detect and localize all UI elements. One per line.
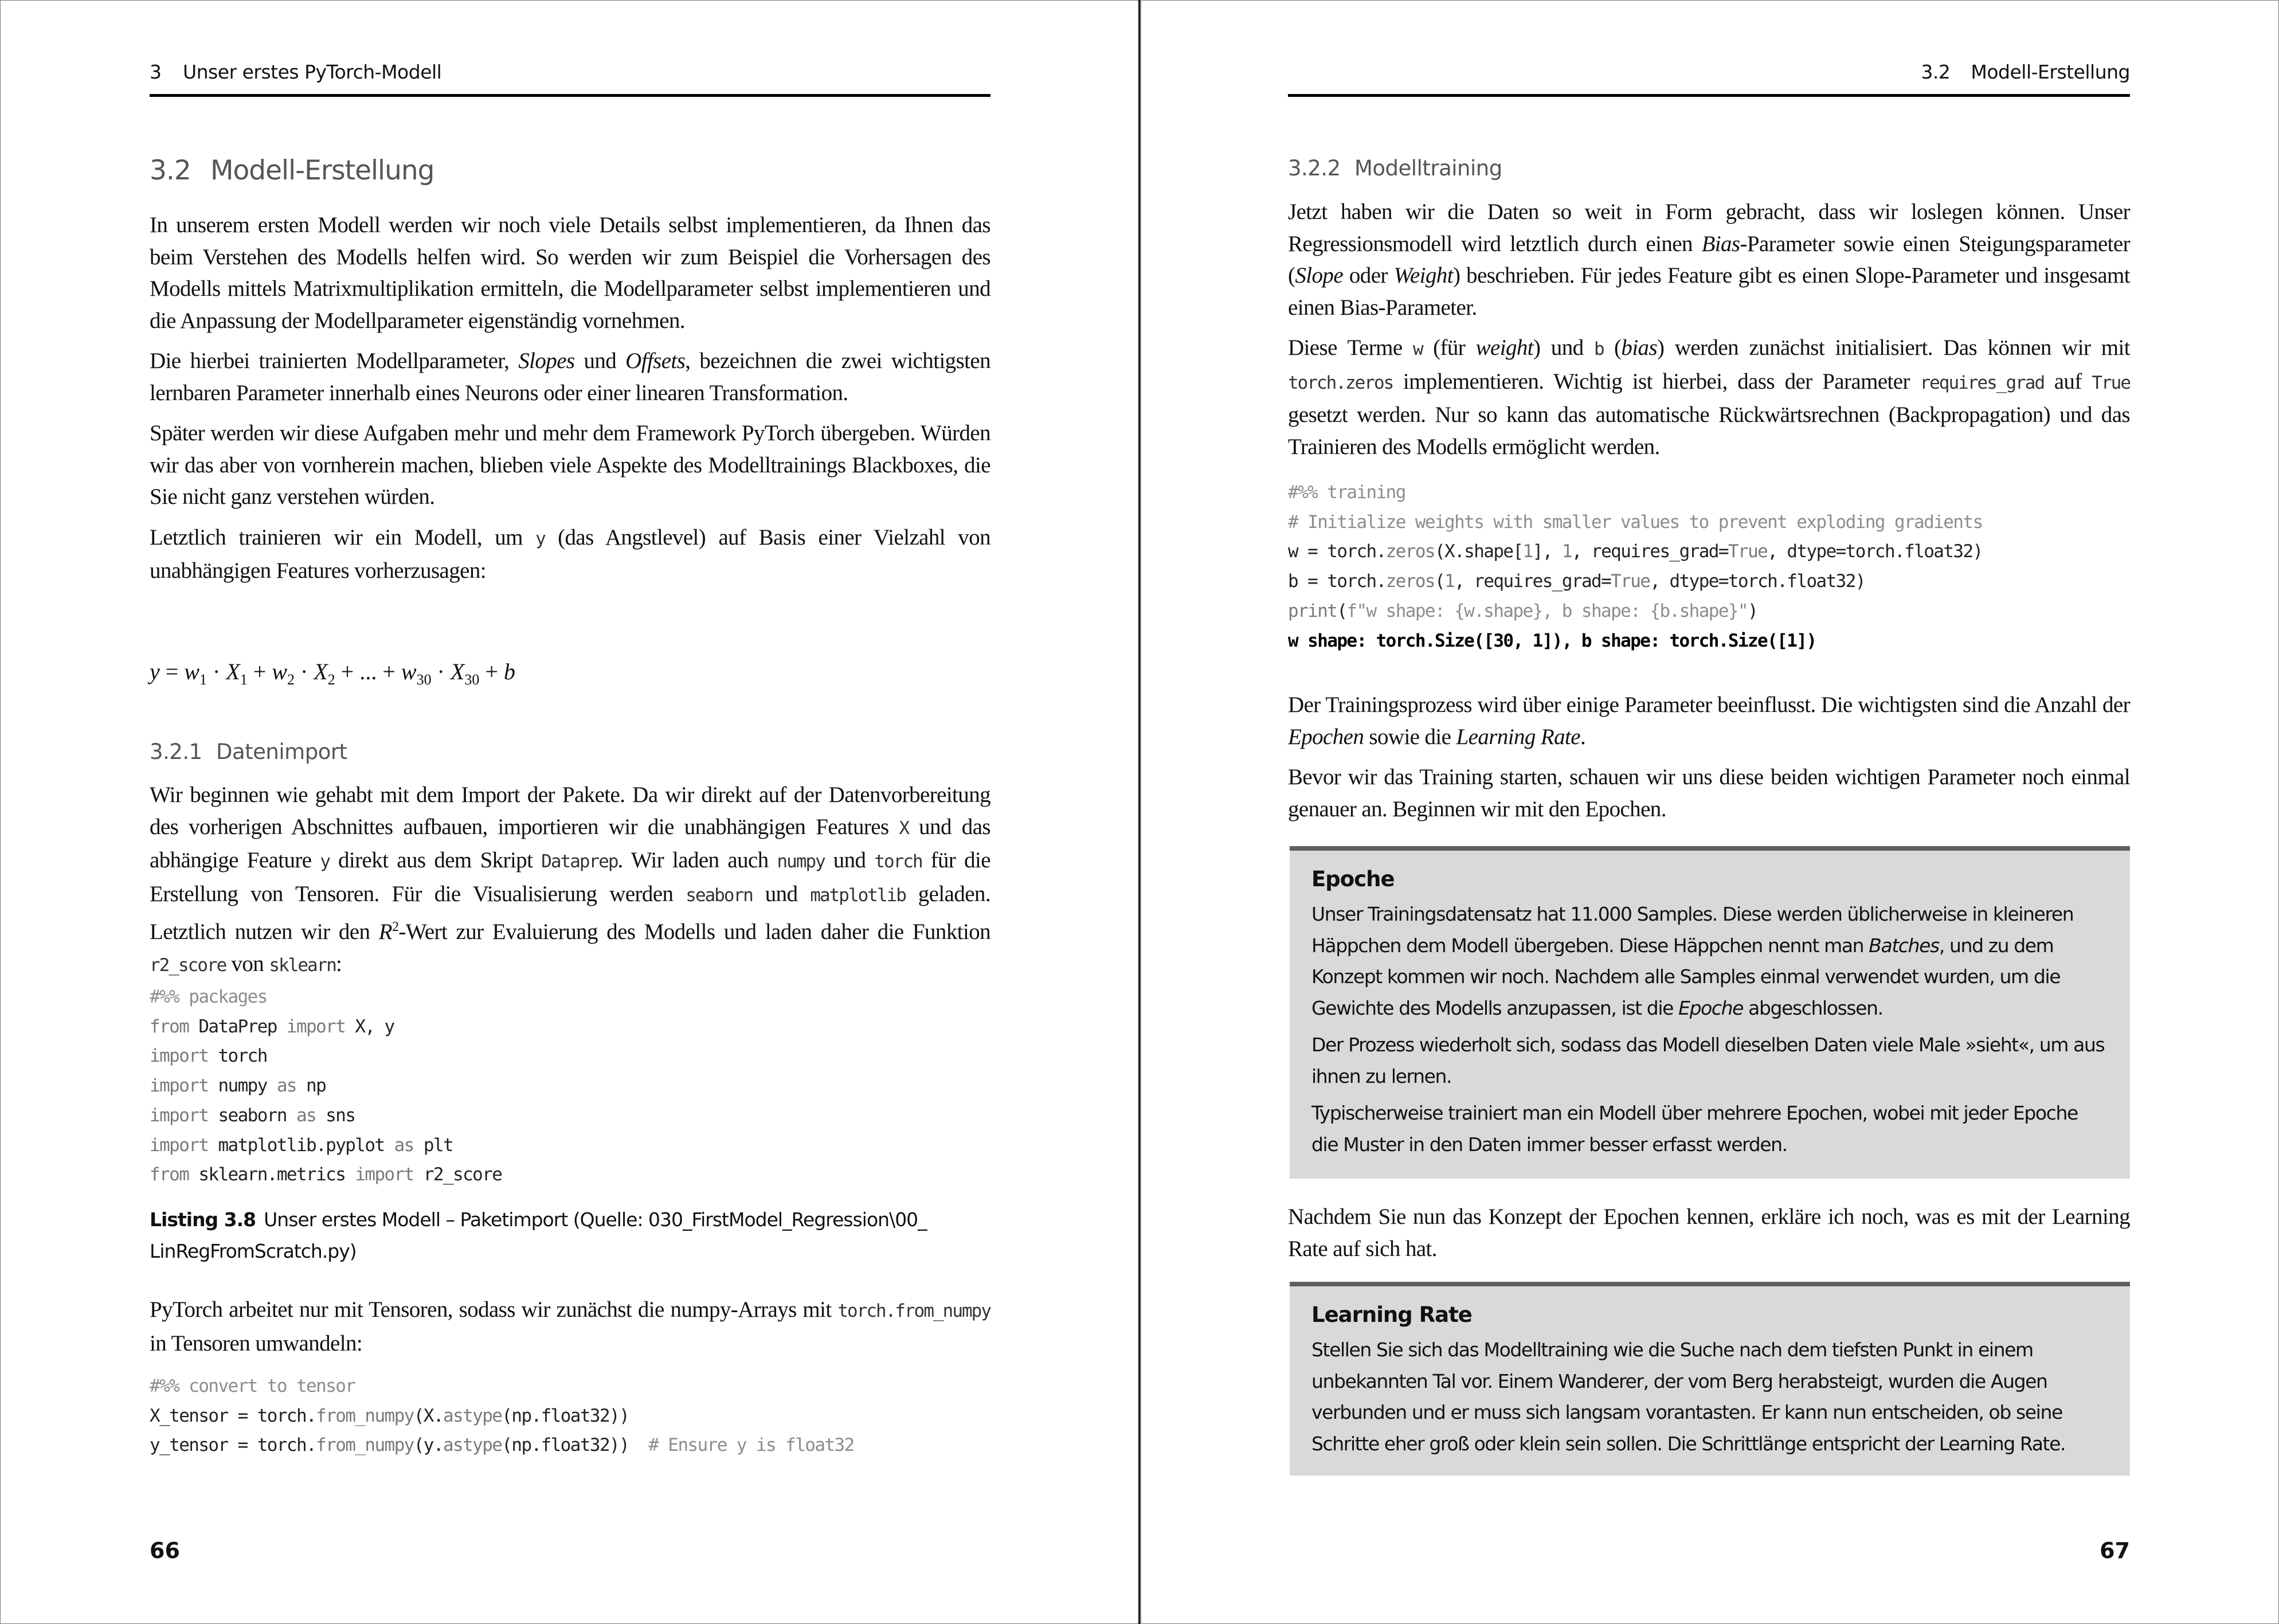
code-line: #%% training: [1288, 482, 1405, 503]
paragraph: Letztlich trainieren wir ein Modell, um y (das Angstlevel) auf Basis einer Vielzahl von unabhängigen Features vorherzusagen:: [150, 525, 990, 583]
inline-code: torch: [874, 851, 922, 872]
inline-code: numpy: [777, 851, 825, 872]
inline-code: torch.zeros: [1288, 372, 1393, 393]
listing-text: Unser erstes Modell – Paketimport (Quelle: 030_FirstModel_Regression\00_ LinRegFromScratch.py): [150, 1208, 927, 1262]
code-line: import matplotlib.pyplot as plt: [150, 1134, 453, 1156]
training-intro: [1288, 196, 2130, 471]
running-head: [150, 61, 990, 83]
inline-code: y: [320, 851, 330, 872]
subsection-title: Modelltraining: [1354, 156, 1502, 181]
book-spine-shade: [1140, 0, 1141, 1624]
subsection-number: 3.2.2: [1288, 156, 1341, 181]
import-paragraph: Wir beginnen wie gehabt mit dem Import der Pakete. Da wir direkt auf der Datenvorbereitung des vorherigen Abschnittes aufbauen, importieren wir die unabhängigen Features X und das abhängige Feature y direkt aus dem Skript Dataprep. Wir laden auch numpy und torch für die Erstellung von Tensoren. Für die Visualisierung werden seaborn und matplotlib geladen. Letztlich nutzen wir den $R^2$-Wert zur Evaluierung des Modells und laden daher die Funktion r2_score von sklearn:: [150, 782, 991, 976]
paragraph: Der Trainingsprozess wird über einige Parameter beeinflusst. Die wichtigsten sind die Anzahl der Epochen sowie die Learning Rate.: [1288, 692, 2130, 749]
code-line: import torch: [150, 1046, 267, 1067]
code-line: y_tensor = torch.from_numpy(y.astype(np.float32)) # Ensure y is float32: [150, 1435, 854, 1456]
subsection-heading: [1288, 156, 2130, 181]
page-number: 67: [2100, 1538, 2130, 1563]
paragraph: Jetzt haben wir die Daten so weit in Form gebracht, dass wir loslegen können. Unser Regressionsmodell wird letztlich durch einen Bias-Parameter sowie einen Steigungsparameter (Slope oder Weight) beschrieben. Für jedes Feature gibt es einen Slope-Parameter und insgesamt einen Bias-Parameter.: [1288, 199, 2131, 320]
section-number: 3.2: [150, 155, 191, 186]
inline-code: b: [1593, 339, 1604, 359]
learning-rate-intro: [1288, 1201, 2130, 1273]
code-line: import numpy as np: [150, 1075, 326, 1097]
running-head: [1288, 61, 2130, 83]
code-listing-tensor: [150, 1372, 990, 1461]
inline-code: True: [2092, 372, 2130, 393]
section-title: Modell-Erstellung: [210, 155, 434, 186]
inline-code: y: [535, 528, 545, 549]
info-box-body: Stellen Sie sich das Modelltraining wie die Suche nach dem tiefsten Punkt in einem unbekannten Tal vor. Einem Wanderer, der vom Berg herabsteigt, wurden die Augen verbunden und er muss sich langsam vorantasten. Er kann nun entscheiden, ob seine Schritte eher groß oder klein sein sollen. Die Schrittlänge entspricht der Learning Rate.: [1311, 1339, 2066, 1455]
code-line: #%% convert to tensor: [150, 1376, 355, 1396]
code-line: from sklearn.metrics import r2_score: [150, 1164, 502, 1185]
subsection-title: Datenimport: [216, 739, 347, 764]
code-line: from DataPrep import X, y: [150, 1016, 394, 1037]
code-listing-training: [1288, 478, 2130, 656]
code-listing-packages: [150, 983, 990, 1190]
paragraph: Später werden wir diese Aufgaben mehr und mehr dem Framework PyTorch übergeben. Würden wir das aber von vornherein machen, blieben viele Aspekte des Modelltrainings Blackboxes, die Sie nicht ganz verstehen würden.: [150, 421, 990, 509]
header-rule: [150, 94, 990, 97]
inline-code: Dataprep: [541, 851, 618, 872]
code-line: b = torch.zeros(1, requires_grad=True, dtype=torch.float32): [1288, 571, 1865, 592]
inline-code: r2_score: [150, 954, 226, 976]
listing-caption: [150, 1204, 990, 1267]
info-box-epoche: [1290, 846, 2130, 1179]
code-line: #%% packages: [150, 987, 267, 1007]
code-line: import seaborn as sns: [150, 1105, 355, 1126]
header-rule: [1288, 94, 2130, 97]
code-line: print(f"w shape: {w.shape}, b shape: {b.shape}"): [1288, 600, 1758, 621]
left-page: [150, 0, 990, 1624]
listing-label: Listing 3.8: [150, 1208, 256, 1231]
paragraph: Bevor wir das Training starten, schauen wir uns diese beiden wichtigen Parameter noch einmal genauer an. Beginnen wir mit den Epochen.: [1288, 765, 2130, 821]
parameters-text: [1288, 689, 2130, 833]
chapter-title: Unser erstes PyTorch-Modell: [183, 61, 442, 83]
inline-code: torch.from_numpy: [837, 1301, 990, 1321]
regression-formula: $y = w_1 \cdot X_1 + w_2 \cdot X_2$ + ... + $w_{30} \cdot X_{30} + b$: [150, 659, 515, 688]
inline-code: w: [1413, 339, 1423, 359]
section-number: 3.2: [1921, 61, 1951, 83]
inline-code: X: [899, 817, 909, 839]
code-line: w shape: torch.Size([30, 1]), b shape: torch.Size([1]): [1288, 630, 1816, 651]
code-line: X_tensor = torch.from_numpy(X.astype(np.float32)): [150, 1405, 629, 1426]
info-box-title: Epoche: [1311, 867, 1395, 891]
inline-code: seaborn: [686, 885, 753, 906]
inline-code: sklearn: [269, 954, 336, 976]
page-number: 66: [150, 1538, 180, 1563]
inline-code: requires_​grad: [1920, 372, 2045, 393]
info-box-learning-rate: [1290, 1282, 2130, 1476]
paragraph: Nachdem Sie nun das Konzept der Epochen kennen, erkläre ich noch, was es mit der Learning Rate auf sich hat.: [1288, 1204, 2130, 1261]
paragraph: Die hierbei trainierten Modellparameter, Slopes und Offsets, bezeichnen die zwei wichtigsten lernbaren Parameter innerhalb eines Neurons oder einer linearen Transformation.: [150, 349, 990, 405]
info-box-body: Unser Trainingsdatensatz hat 11.000 Samples. Diese werden üblicherweise in kleineren Häppchen dem Modell übergeben. Diese Häppchen nennt man Batches, und zu dem Konzept kommen wir noch. Nachdem alle Samples einmal verwendet wurden, um die Gewichte des Modells anzupassen, ist die Epoche abgeschlossen. Der Prozess wiederholt sich, sodass das Modell dieselben Daten viele Male »sieht«, um aus ihnen zu lernen. Typischerweise trainiert man ein Modell über mehrere Epochen, wobei mit jeder Epoche die Muster in den Daten immer besser erfasst werden.: [1311, 903, 2105, 1156]
code-line: w = torch.zeros(X.shape[1], 1, requires_grad=True, dtype=torch.float32): [1288, 541, 1983, 562]
tensor-paragraph: PyTorch arbeitet nur mit Tensoren, sodass wir zunächst die numpy-Arrays mit torch.from_numpy in Tensoren umwandeln:: [150, 1297, 990, 1356]
section-heading: [150, 155, 990, 186]
paragraph: Diese Terme w (für weight) und b (bias) werden zunächst initialisiert. Das können wir mit torch.zeros implementieren. Wichtig ist hierbei, dass der Parameter requires_​grad auf True gesetzt werden. Nur so kann das automatische Rückwärtsrechnen (Backpropagation) und das Trainieren des Modells ermöglicht werden.: [1288, 335, 2130, 459]
paragraph: In unserem ersten Modell werden wir noch viele Details selbst implementieren, da Ihnen das beim Verstehen des Modells helfen wird. So werden wir zum Beispiel die Vorhersagen des Modells mittels Matrixmultiplikation ermitteln, die Modellparameter selbst implementieren und die Anpassung der Modellparameter eigenständig vornehmen.: [150, 213, 990, 333]
chapter-number: 3: [150, 61, 162, 83]
subsection-heading: [150, 739, 990, 764]
info-box-title: Learning Rate: [1311, 1302, 1472, 1327]
right-page: [1288, 0, 2130, 1624]
code-line: # Initialize weights with smaller values to prevent exploding gradients: [1288, 511, 1983, 533]
intro-text: [150, 209, 990, 596]
section-title: Modell-Erstellung: [1971, 61, 2130, 83]
inline-code: matplotlib: [810, 885, 906, 906]
subsection-number: 3.2.1: [150, 739, 202, 764]
